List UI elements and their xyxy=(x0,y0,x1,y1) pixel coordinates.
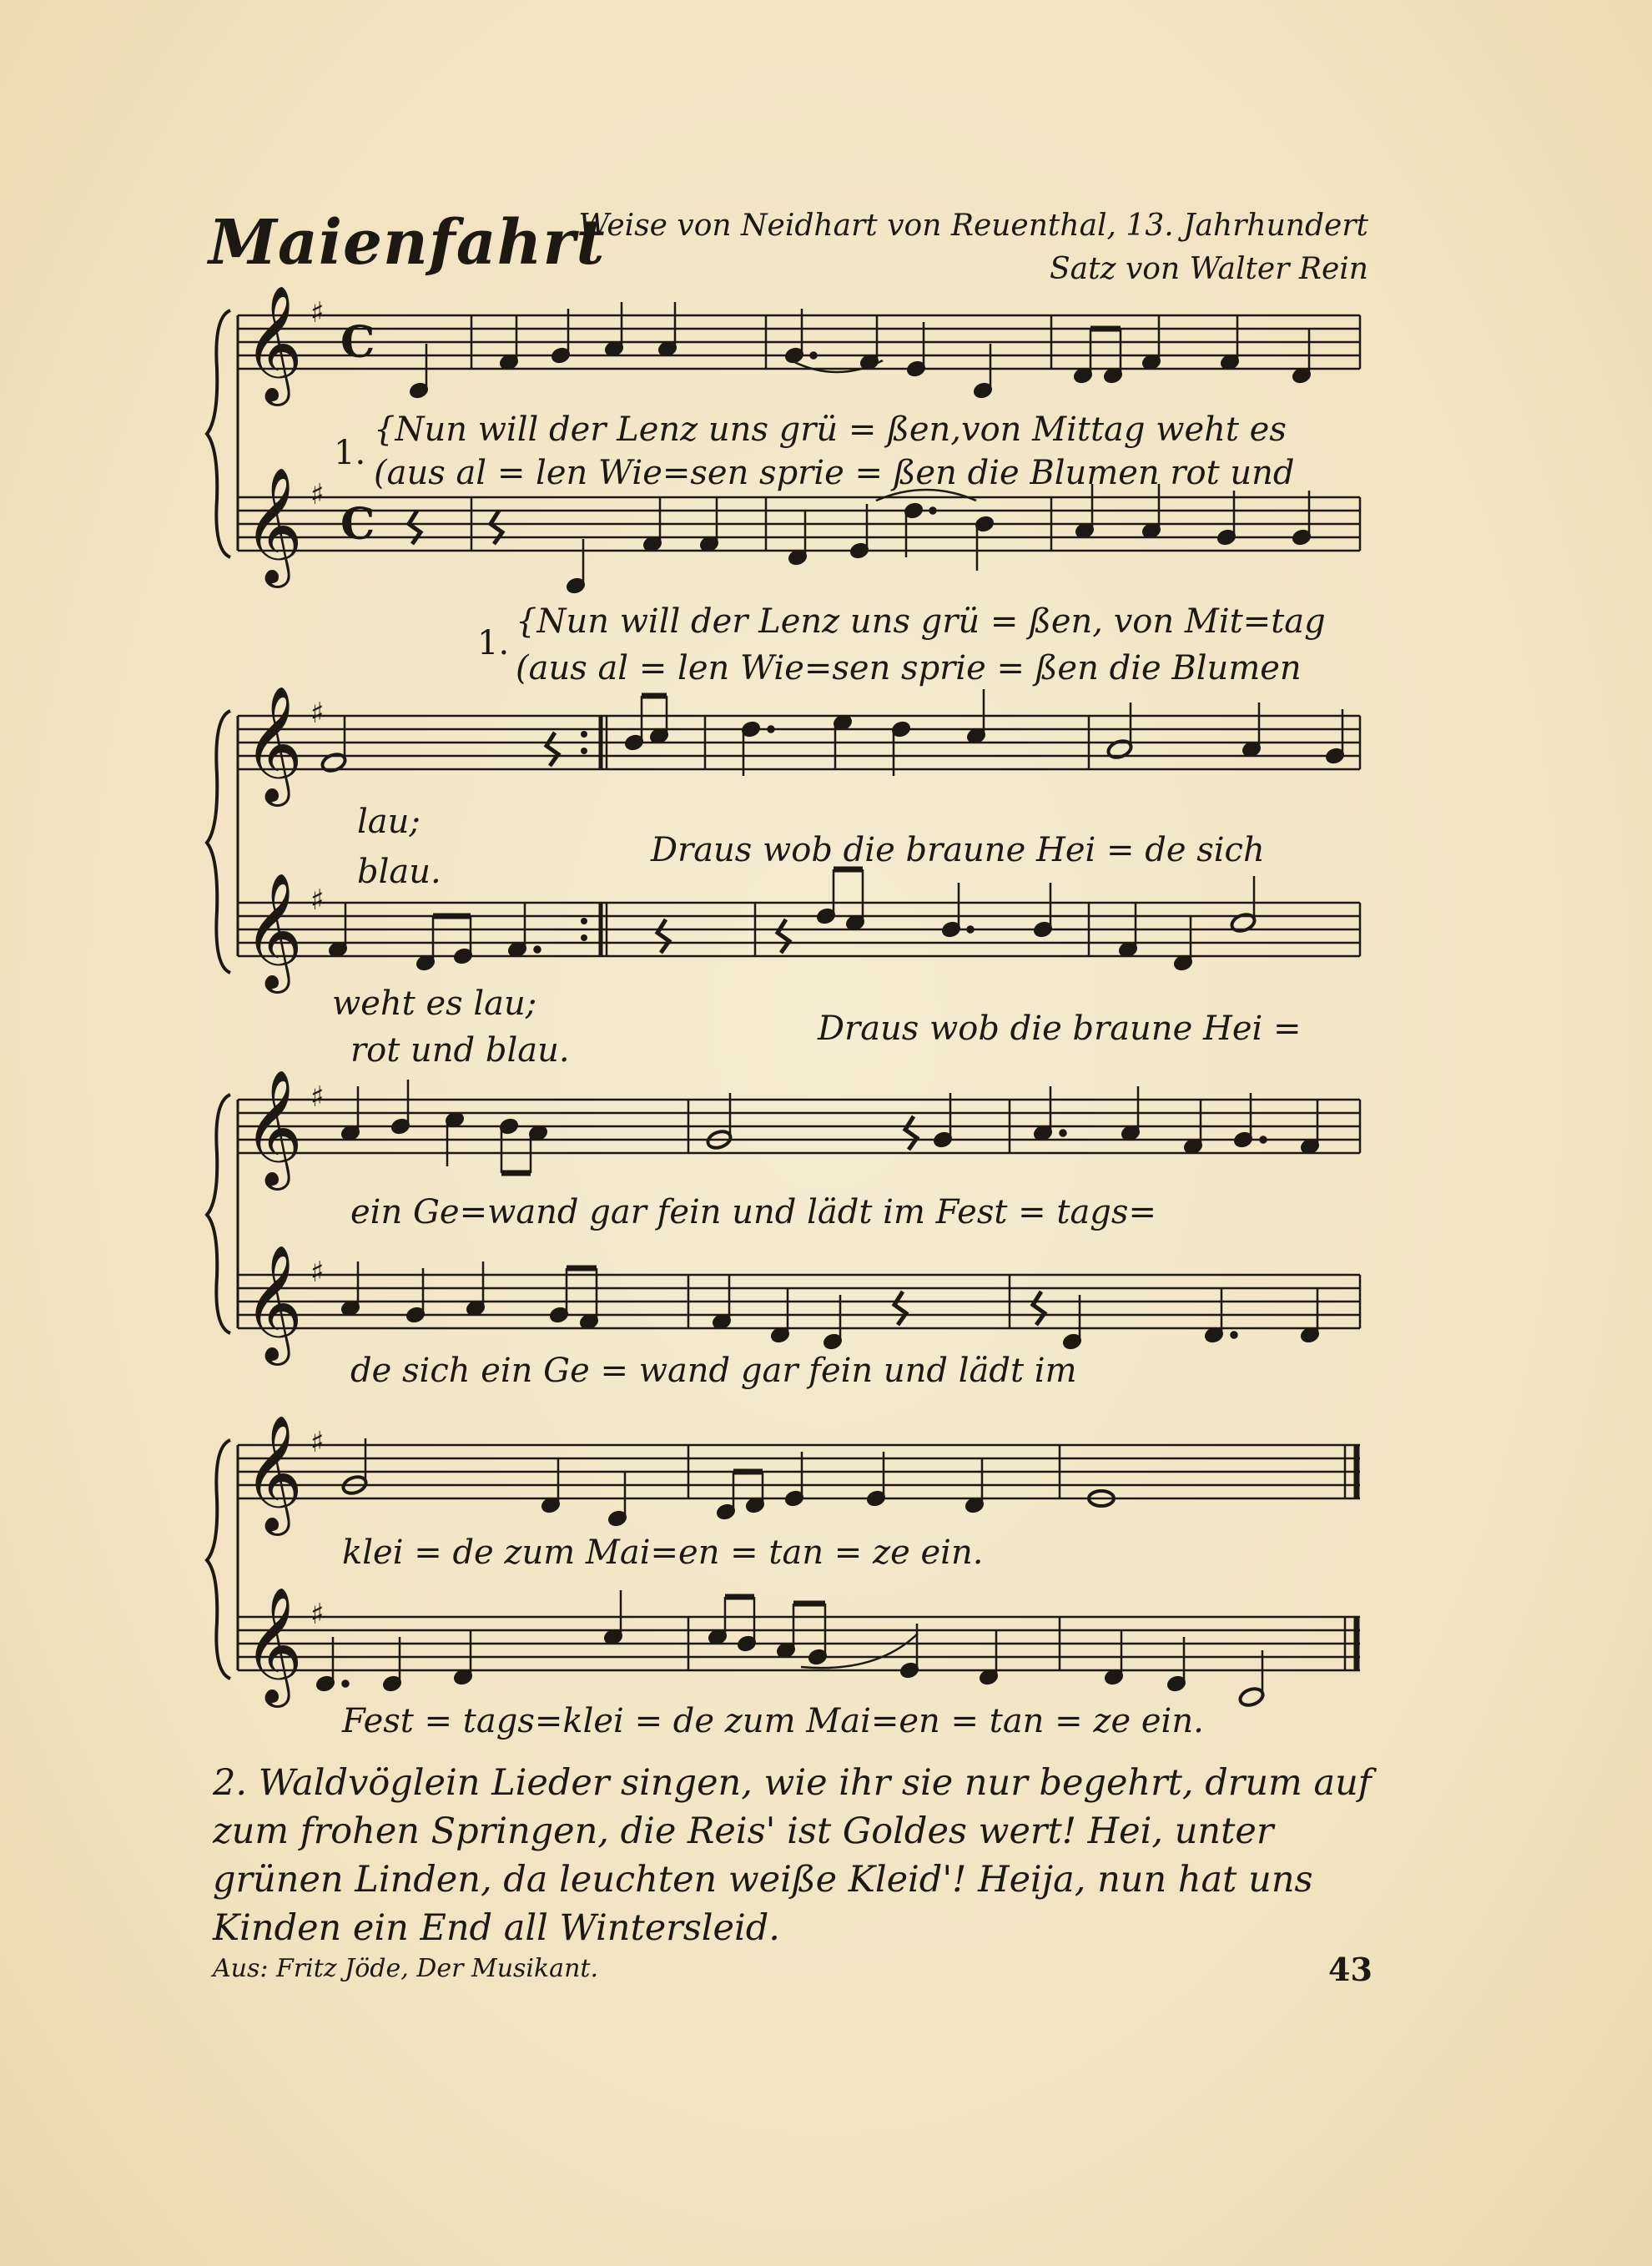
lyric-s3-upper: ein Ge=wand gar fein und lädt im Fest = tags= xyxy=(350,1193,1156,1231)
svg-text:𝄞: 𝄞 xyxy=(244,873,303,989)
svg-text:𝄞: 𝄞 xyxy=(244,1245,303,1361)
svg-text:𝄞: 𝄞 xyxy=(244,285,303,401)
svg-text:♯: ♯ xyxy=(310,1598,325,1631)
lyric-s1-upper-b: (aus al = len Wie=sen sprie = ßen die Blumen rot und xyxy=(374,454,1295,492)
svg-text:♯: ♯ xyxy=(310,1256,325,1289)
lyric-s3-lower: de sich ein Ge = wand gar fein und lädt im xyxy=(350,1352,1077,1390)
svg-text:♯: ♯ xyxy=(310,478,325,511)
lyric-s4-lower: Fest = tags=klei = de zum Mai=en = tan = ze ein. xyxy=(342,1702,1204,1740)
lyric-s4-upper: klei = de zum Mai=en = tan = ze ein. xyxy=(342,1533,984,1572)
lyric-s1-lower-b: (aus al = len Wie=sen sprie = ßen die Blumen xyxy=(516,649,1302,687)
svg-text:♯: ♯ xyxy=(310,1080,325,1114)
notes-s2-upper xyxy=(320,689,1345,776)
svg-text:C: C xyxy=(340,317,375,368)
song-title: Maienfahrt xyxy=(209,207,606,279)
source-note: Aus: Fritz Jöde, Der Musikant. xyxy=(213,1954,598,1983)
lyric-s2-lower-b: rot und blau. xyxy=(350,1031,570,1070)
verse-number-upper: 1. xyxy=(334,434,366,472)
svg-text:𝄞: 𝄞 xyxy=(244,1070,303,1186)
notes-s4-upper xyxy=(341,1438,1114,1527)
lyric-s1-lower-a: {Nun will der Lenz uns grü = ßen, von Mit=tag xyxy=(516,602,1326,641)
notes-s4-lower xyxy=(315,1590,1265,1708)
lyric-s2-upper-b: blau. xyxy=(357,853,441,891)
notes-s1-upper xyxy=(409,302,1312,399)
svg-text:𝄞: 𝄞 xyxy=(244,1587,303,1703)
svg-text:♯: ♯ xyxy=(310,884,325,917)
svg-text:𝄞: 𝄞 xyxy=(244,686,303,802)
svg-text:♯: ♯ xyxy=(310,1426,325,1459)
svg-text:♯: ♯ xyxy=(310,697,325,730)
svg-text:C: C xyxy=(340,499,375,550)
lyric-s2-upper-a: lau; xyxy=(357,803,421,841)
svg-text:♯: ♯ xyxy=(310,296,325,330)
verse-number-lower: 1. xyxy=(477,624,510,662)
page-number: 43 xyxy=(1328,1951,1372,1988)
melody-credit: Weise von Neidhart von Reuenthal, 13. Jahrhundert xyxy=(578,209,1368,243)
arrangement-credit: Satz von Walter Rein xyxy=(1049,252,1368,286)
lyric-s1-upper-a: {Nun will der Lenz uns grü = ßen,von Mittag weht es xyxy=(374,410,1287,449)
stanza-2: 2. Waldvöglein Lieder singen, wie ihr sie nur begehrt, drum auf zum frohen Springen, die Reis' ist Goldes wert! Hei, unter grünen Linden, da leuchten weiße Kleid'! Heija, nun hat uns Kinden ein End all Wintersleid. xyxy=(213,1762,1372,1949)
svg-text:𝄞: 𝄞 xyxy=(244,467,303,583)
notes-s1-lower xyxy=(566,484,1312,594)
lyric-s2-lower-a: weht es lau; xyxy=(332,984,537,1023)
lyric-s2-lower-c: Draus wob die braune Hei = xyxy=(818,1010,1302,1048)
lyric-s2-upper-c: Draus wob die braune Hei = de sich xyxy=(651,831,1265,869)
svg-text:𝄞: 𝄞 xyxy=(244,1415,303,1531)
